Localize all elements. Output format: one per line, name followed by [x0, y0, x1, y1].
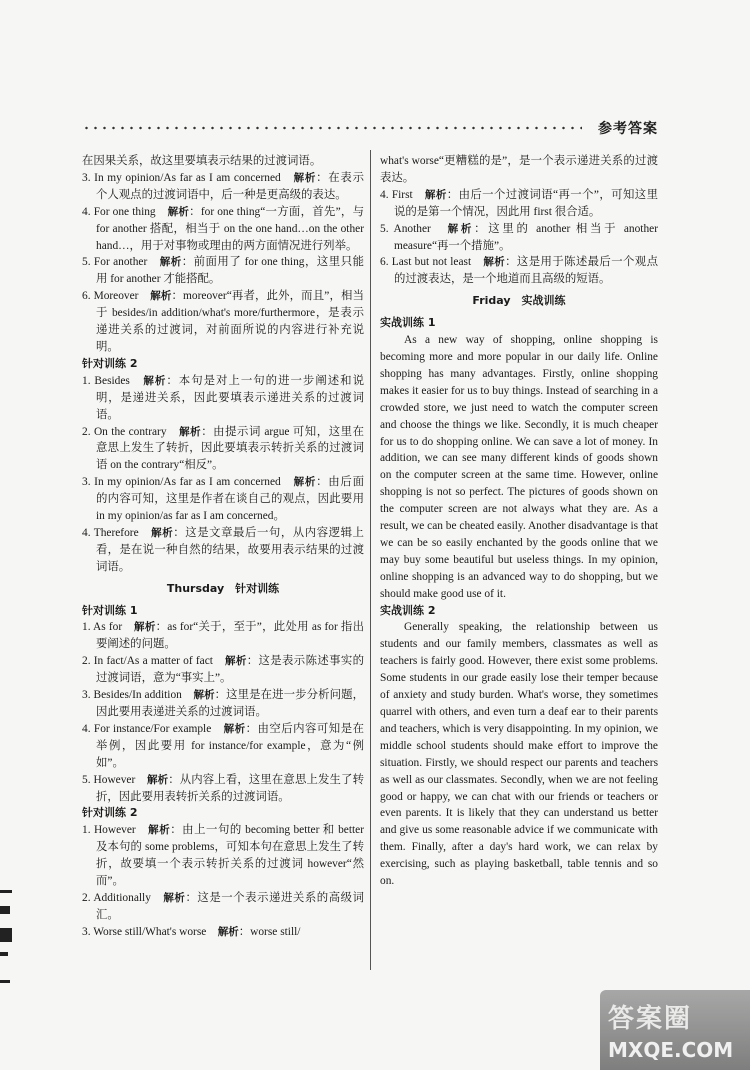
continued-text: what's worse“更糟糕的是”，是一个表示递进关系的过渡表达。: [380, 155, 658, 184]
analysis-text: 由上一句的 becoming better 和 better 及本句的 some problems，可知本句在意思上发生了转折，故要填一个表示转折关系的过渡词 however“然而”。: [96, 824, 365, 888]
analysis-text: 这是文章最后一句，从内容逻辑上看，是在说一种自然的结果，故要用表示结果的过渡词语。: [96, 526, 364, 573]
analysis-label: 解析: [293, 476, 317, 489]
analysis-text: 这是一个表示递进关系的高级词汇。: [96, 891, 364, 921]
continued-text: 在因果关系，故这里要填表示结果的过渡词语。: [82, 155, 322, 167]
analysis-label: 解析: [148, 824, 171, 837]
site-watermark: [600, 990, 750, 1070]
analysis-text: 这里的 another 相当于 another measure“再一个措施”。: [394, 222, 658, 252]
answer-key: For one thing: [93, 205, 156, 218]
answer-number: 3.: [82, 925, 91, 938]
analysis-label: 解析: [217, 925, 239, 938]
answer-item: 3. Worse still/What's worse 解析：worse still/: [82, 925, 301, 938]
analysis-label: 解析: [447, 222, 475, 235]
answer-number: 5.: [82, 256, 91, 269]
analysis-label: 解析: [424, 188, 447, 201]
analysis-text: 由提示词 argue 可知，这里在意思上发生了转折，因此要填表示转折关系的过渡词语 on the contrary“相反”。: [96, 425, 364, 472]
answer-number: 3.: [82, 689, 91, 702]
analysis-label: 解析: [193, 689, 215, 702]
analysis-text: worse still/: [250, 925, 301, 938]
answer-item: 6. Moreover 解析：moreover“再者，此外，而且”，相当于 besides/in addition/what's more/furthermore，是表示递进关系的过渡词，对前面所说的内容进行补充说明。: [82, 290, 364, 353]
answer-item: 1. However 解析：由上一句的 becoming better 和 better 及本句的 some problems，可知本句在意思上发生了转折，故要填一个表示转折关系的过渡词 however“然而”。: [82, 824, 365, 888]
answer-key: Another: [393, 222, 431, 235]
left-column: [82, 153, 364, 941]
analysis-label: 解析: [134, 621, 156, 634]
watermark-url: MXQE.COM: [608, 1038, 734, 1062]
analysis-label: 解析: [159, 256, 182, 269]
answer-item: 2. On the contrary 解析：由提示词 argue 可知，这里在意思上发生了转折，因此要填表示转折关系的过渡词语 on the contrary“相反”。: [82, 425, 364, 472]
day-heading: Friday 实战训练: [472, 294, 566, 308]
analysis-label: 解析: [167, 205, 190, 218]
analysis-label: 解析: [179, 425, 202, 438]
day-heading: Thursday 针对训练: [166, 581, 280, 595]
essay-paragraph: As a new way of shopping, online shopping is becoming more and more popular in our daily life. Online shopping has many advantages. Firstly, online shopping makes it easier for us to buy things. Instead of searching in a crowded store, we just need to watch the computer screen and choose the things we like. Secondly, it is much cheaper for us to do shopping online. We can save a lot of money. In addition, we can see many different kinds of goods shown on the computer screen at the same time. However, online shopping is not so perfect. The pictures of goods shown on the computer screen are not always what they are. As a result, we can be cheated easily. Another disadvantage is that we can be so easily enchanted by the goods online that we may buy some beautiful but useless things. In my opinion, online shopping is an advanced way to do shopping, but we should make good use of it.: [380, 334, 658, 600]
answer-key: Besides/In addition: [93, 689, 182, 702]
answer-number: 2.: [82, 891, 91, 904]
analysis-text: 由空后内容可知是在举例，因此要用 for instance/for example，意为“例如”。: [96, 722, 364, 769]
column-divider: [370, 150, 371, 970]
answer-item: 6. Last but not least 解析：这是用于陈述最后一个观点的过渡表达，是一个地道而且高级的短语。: [380, 256, 658, 286]
answer-number: 3.: [82, 171, 91, 184]
section-heading: 实战训练 1: [380, 316, 436, 330]
answer-key: As for: [93, 621, 123, 634]
answer-item: 4. Therefore 解析：这是文章最后一句，从内容逻辑上看，是在说一种自然的结果，故要用表示结果的过渡词语。: [82, 526, 364, 573]
analysis-label: 解析: [225, 655, 247, 668]
answer-number: 6.: [380, 256, 389, 269]
essay-paragraph: Generally speaking, the relationship between us students and our family members, classmates as well as teachers is fairly good. However, there exist some problems. Some students in our grade easily lose their temper because of anxiety and study burden. What's worse, they sometimes quarrel with others, and even turn a deaf ear to their parents and teachers, which is very disappointing. In my opinion, we middle school students should make effort to improve the situation. Firstly, we should respect our parents and teachers as well as our classmates. Secondly, when we are not feeling good or happy, we can chat with our friends or teachers or even parents. It is likely that they can understand us better and give us some reasonable advice if we communicate with them. Finally, after a day's hard work, we can relax by exercising, such as playing basketball, table tennis and so on.: [380, 621, 658, 888]
section-heading: 实战训练 2: [380, 603, 436, 617]
section-heading: 针对训练 2: [82, 806, 138, 820]
answer-key: Last but not least: [391, 256, 472, 269]
answer-item: 4. For one thing 解析：for one thing“一方面，首先”，与 for another 搭配，相当于 on the one hand…on the other hand…，用于对事物或理由的两方面情况进行列举。: [82, 205, 364, 252]
answer-key: However: [93, 824, 136, 837]
header-dotted-rule: [82, 126, 582, 130]
answer-key: In fact/As a matter of fact: [93, 655, 213, 668]
analysis-text: as for“关于，至于”，此处用 as for 指出要阐述的问题。: [96, 621, 364, 651]
page-header-title: 参考答案: [598, 121, 658, 137]
analysis-text: moreover“再者，此外，而且”，相当于 besides/in addition/what's more/furthermore，是表示递进关系的过渡词，对前面所说的内容进行补充说明。: [96, 290, 364, 353]
analysis-label: 解析: [146, 773, 169, 786]
analysis-label: 解析: [150, 290, 172, 303]
answer-number: 4.: [380, 188, 389, 201]
answer-item: 2. Additionally 解析：这是一个表示递进关系的高级词汇。: [82, 891, 364, 921]
answer-number: 4.: [82, 526, 91, 539]
analysis-label: 解析: [483, 256, 506, 269]
answer-key: Additionally: [93, 891, 151, 904]
section-heading: 针对训练 2: [82, 356, 138, 370]
analysis-text: 这是表示陈述事实的过渡词语，意为“事实上”。: [96, 655, 364, 685]
answer-key: Moreover: [93, 290, 139, 303]
answer-number: 3.: [82, 476, 91, 489]
answer-key: Worse still/What's worse: [93, 925, 207, 938]
answer-number: 4.: [82, 205, 91, 218]
analysis-text: 前面用了 for one thing，这里只能用 for another 才能搭配。: [96, 256, 364, 286]
answer-key: For instance/For example: [93, 722, 212, 735]
answer-number: 1.: [82, 824, 91, 837]
analysis-text: 由后一个过渡词语“再一个”，可知这里说的是第一个情况，因此用 first 很合适。: [394, 188, 658, 218]
answer-item: 5. Another 解析：这里的 another 相当于 another measure“再一个措施”。: [380, 222, 658, 252]
answer-number: 4.: [82, 722, 91, 735]
answer-number: 5.: [82, 773, 91, 786]
analysis-text: for one thing“一方面，首先”，与 for another 搭配，相当于 on the one hand…on the other hand…，用于对事物或理由的两方面情况进行列举。: [96, 205, 364, 252]
answer-number: 5.: [380, 222, 389, 235]
watermark-logo: 答案圈: [608, 1004, 693, 1034]
analysis-text: 由后面的内容可知，这里是作者在谈自己的观点，因此要用 in my opinion/as far as I am concerned。: [96, 476, 364, 523]
answer-item: 3. In my opinion/As far as I am concerned 解析：在表示个人观点的过渡词语中，后一种是更高级的表达。: [82, 171, 364, 201]
right-column: [380, 153, 658, 890]
answer-key: Therefore: [93, 526, 139, 539]
answer-key: However: [93, 773, 136, 786]
analysis-label: 解析: [151, 526, 174, 539]
answer-number: 6.: [82, 290, 91, 303]
answer-item: 3. In my opinion/As far as I am concerned 解析：由后面的内容可知，这里是作者在谈自己的观点，因此要用 in my opinion/as far as I am concerned。: [82, 476, 364, 523]
analysis-text: 本句是对上一句的进一步阐述和说明，是递进关系，因此要填表示递进关系的过渡词语。: [96, 374, 364, 421]
answer-key: For another: [93, 256, 148, 269]
answer-item: 1. Besides 解析：本句是对上一句的进一步阐述和说明，是递进关系，因此要填表示递进关系的过渡词语。: [82, 374, 364, 421]
answer-key: First: [391, 188, 413, 201]
analysis-text: 从内容上看，这里在意思上发生了转折，因此要用表转折关系的过渡词语。: [96, 773, 364, 803]
analysis-label: 解析: [143, 374, 167, 387]
answer-number: 2.: [82, 425, 91, 438]
section-heading: 针对训练 1: [82, 603, 138, 617]
answer-number: 1.: [82, 374, 91, 387]
answer-key: In my opinion/As far as I am concerned: [94, 171, 281, 184]
answer-item: 4. For instance/For example 解析：由空后内容可知是在举例，因此要用 for instance/for example，意为“例如”。: [82, 722, 364, 769]
binding-marks: [0, 870, 14, 1070]
answer-item: 2. In fact/As a matter of fact 解析：这是表示陈述事实的过渡词语，意为“事实上”。: [82, 655, 364, 685]
answer-item: 5. However 解析：从内容上看，这里在意思上发生了转折，因此要用表转折关系的过渡词语。: [82, 773, 364, 803]
answer-key: Besides: [94, 374, 130, 387]
analysis-label: 解析: [163, 891, 186, 904]
answer-number: 1.: [82, 621, 91, 634]
answer-item: 1. As for 解析：as for“关于，至于”，此处用 as for 指出要阐述的问题。: [82, 621, 364, 651]
answer-item: 3. Besides/In addition 解析：这里是在进一步分析问题，因此要用表递进关系的过渡词语。: [82, 689, 364, 718]
analysis-text: 在表示个人观点的过渡词语中，后一种是更高级的表达。: [96, 171, 364, 201]
analysis-text: 这里是在进一步分析问题，因此要用表递进关系的过渡词语。: [96, 689, 364, 718]
analysis-label: 解析: [293, 171, 317, 184]
answer-key: In my opinion/As far as I am concerned: [94, 476, 281, 489]
answer-key: On the contrary: [93, 425, 167, 438]
answer-number: 2.: [82, 655, 91, 668]
analysis-text: 这是用于陈述最后一个观点的过渡表达，是一个地道而且高级的短语。: [394, 256, 658, 286]
answer-item: 4. First 解析：由后一个过渡词语“再一个”，可知这里说的是第一个情况，因此用 first 很合适。: [380, 188, 658, 218]
analysis-label: 解析: [223, 722, 246, 735]
answer-item: 5. For another 解析：前面用了 for one thing，这里只能用 for another 才能搭配。: [82, 256, 364, 286]
